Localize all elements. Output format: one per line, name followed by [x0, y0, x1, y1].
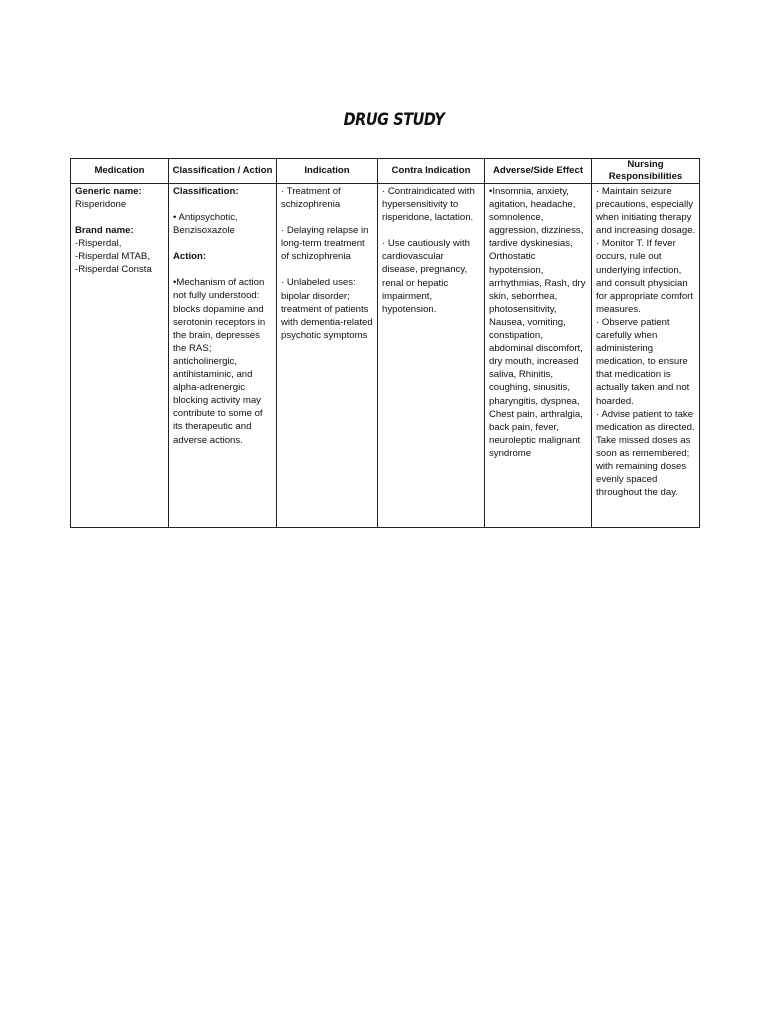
nursing-responsibilities-cell [592, 184, 700, 528]
nursing-item: · Observe patient carefully when administering medication, to ensure that medication is actually taken and not hoarded. [596, 316, 690, 407]
adverse-effect-text: •Insomnia, anxiety, agitation, headache, somnolence, aggression, dizziness, tardive dyskinesias, Orthostatic hypotension, arrhythmias, Rash, dry skin, seborrhea, photosensitivity, Nausea, vomiting, constipation, abdominal discomfort, dry mouth, increased saliva, Rhinitis, coughing, sinusitis, pharyngitis, dyspnea, Chest pain, arthralgia, back pain, fever, neuroleptic malignant syndrome [489, 186, 586, 459]
generic-name-label: Generic name: [75, 186, 142, 197]
contra-indication-cell [378, 184, 485, 528]
medication-cell [71, 184, 169, 528]
table-row [71, 184, 700, 528]
indication-item: · Treatment of schizophrenia [281, 186, 341, 211]
header-adverse-effect: Adverse/Side Effect [485, 159, 592, 184]
brand-name-item: -Risperdal, [75, 238, 122, 250]
indication-item: · Unlabeled uses: bipolar disorder; treatment of patients with dementia-related psychotic symptoms [281, 277, 373, 341]
drug-study-table [70, 158, 700, 528]
contra-indication-item: · Contraindicated with hypersensitivity to risperidone, lactation. [382, 186, 475, 224]
brand-name-item: -Risperdal Consta [75, 264, 152, 276]
brand-name-label: Brand name: [75, 225, 134, 237]
adverse-effect-cell [485, 184, 592, 528]
table-header-row [71, 159, 700, 184]
nursing-item: · Maintain seizure precautions, especially when initiating therapy and increasing dosage. [596, 186, 696, 237]
indication-cell [277, 184, 378, 528]
nursing-item: · Monitor T. If fever occurs, rule out underlying infection, and consult physician for appropriate comfort measures. [596, 238, 694, 315]
header-indication: Indication [277, 159, 378, 184]
generic-name-value: Risperidone [75, 199, 127, 211]
header-classification: Classification / Action [169, 159, 277, 184]
header-nursing-responsibilities: Nursing Responsibilities [592, 159, 700, 184]
classification-label: Classification: [173, 186, 239, 197]
header-contra-indication: Contra Indication [378, 159, 485, 184]
page-title: DRUG STUDY [343, 110, 445, 130]
nursing-item: · Advise patient to take medication as directed. Take missed doses as soon as remembered; with remaining doses evenly spaced throughout the day. [596, 408, 695, 499]
header-medication: Medication [71, 159, 169, 184]
classification-value: • Antipsychotic, Benzisoxazole [173, 212, 238, 237]
contra-indication-item: · Use cautiously with cardiovascular disease, pregnancy, renal or hepatic impairment, hypotension. [382, 238, 470, 315]
brand-name-item: -Risperdal MTAB, [75, 251, 150, 263]
classification-cell [169, 184, 277, 528]
action-label: Action: [173, 251, 207, 263]
action-value: •Mechanism of action not fully understood: blocks dopamine and serotonin receptors in the brain, depresses the RAS; anticholinergic, antihistaminic, and alpha-adrenergic blocking activity may contribute to some of its therapeutic and adverse actions. [173, 277, 266, 446]
indication-item: · Delaying relapse in long-term treatment of schizophrenia [281, 225, 369, 263]
